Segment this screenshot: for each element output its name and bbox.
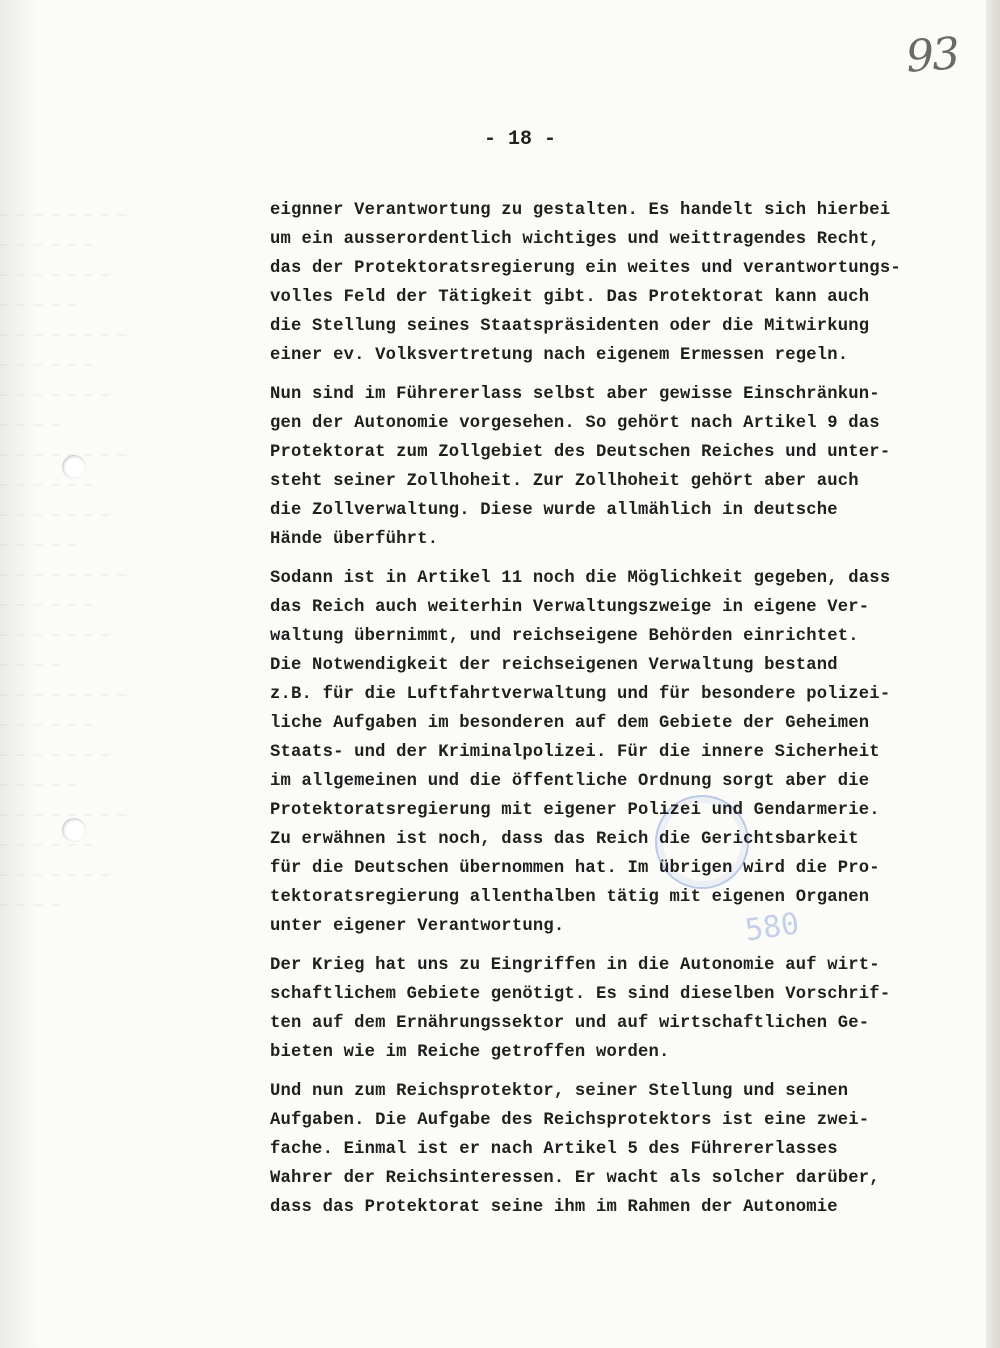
- text-line: gen der Autonomie vorgesehen. So gehört nach Artikel 9 das: [270, 414, 880, 433]
- text-line: Protektoratsregierung mit eigener Polizei und Gendarmerie.: [270, 801, 880, 820]
- text-line: für die Deutschen übernommen hat. Im übrigen wird die Pro-: [270, 859, 880, 878]
- text-line: Zu erwähnen ist noch, dass das Reich die Gerichtsbarkeit: [270, 830, 859, 849]
- text-line: z.B. für die Luftfahrtverwaltung und für besondere polizei-: [270, 685, 891, 704]
- text-line: eignner Verantwortung zu gestalten. Es handelt sich hierbei: [270, 201, 891, 220]
- text-line: volles Feld der Tätigkeit gibt. Das Protektorat kann auch: [270, 288, 870, 307]
- text-line: steht seiner Zollhoheit. Zur Zollhoheit gehört aber auch: [270, 472, 859, 491]
- text-line: unter eigener Verantwortung.: [270, 917, 565, 936]
- text-line: Wahrer der Reichsinteressen. Er wacht als solcher darüber,: [270, 1169, 880, 1188]
- text-line: die Stellung seines Staatspräsidenten oder die Mitwirkung: [270, 317, 870, 336]
- text-line: im allgemeinen und die öffentliche Ordnung sorgt aber die: [270, 772, 870, 791]
- text-line: Sodann ist in Artikel 11 noch die Möglichkeit gegeben, dass: [270, 569, 891, 588]
- text-line: schaftlichem Gebiete genötigt. Es sind dieselben Vorschrif-: [270, 985, 891, 1004]
- paragraph: [270, 1077, 980, 1222]
- stamp-digits: 580: [742, 906, 802, 949]
- typed-body-text: [270, 196, 980, 1232]
- text-line: einer ev. Volksvertretung nach eigenem Ermessen regeln.: [270, 346, 849, 365]
- text-line: Aufgaben. Die Aufgabe des Reichsprotektors ist eine zwei-: [270, 1111, 870, 1130]
- page-right-edge: [986, 0, 1000, 1348]
- bleed-through-text: — — — — — — — — — — — — — — — — — — — — — — — — — — — — — — — — — — — — — — — — — — — — — — — — — — — — — — — — — — — — — — — — — — — — — — — — — — — — — — — — — — — — — — — — — — — — — — — — — — — — — — — — — — — — — — — — — — — — — — — — — — — — — — — — — — — — — — — — — — — — — — — — — — — — — — — — —: [0, 207, 127, 913]
- text-line: bieten wie im Reiche getroffen worden.: [270, 1043, 670, 1062]
- handwritten-archive-number: 93: [904, 28, 960, 83]
- paragraph: [270, 564, 980, 941]
- text-line: Der Krieg hat uns zu Eingriffen in die Autonomie auf wirt-: [270, 956, 880, 975]
- text-line: tektoratsregierung allenthalben tätig mit eigenen Organen: [270, 888, 870, 907]
- paragraph: [270, 380, 980, 554]
- paragraph: [270, 951, 980, 1067]
- page-number: - 18 -: [483, 128, 556, 151]
- text-line: Die Notwendigkeit der reichseigenen Verwaltung bestand: [270, 656, 838, 675]
- text-line: Hände überführt.: [270, 530, 439, 549]
- text-line: die Zollverwaltung. Diese wurde allmählich in deutsche: [270, 501, 838, 520]
- text-line: liche Aufgaben im besonderen auf dem Gebiete der Geheimen: [270, 714, 870, 733]
- text-line: das der Protektoratsregierung ein weites und verantwortungs-: [270, 259, 901, 278]
- paragraph: [270, 196, 980, 370]
- text-line: dass das Protektorat seine ihm im Rahmen der Autonomie: [270, 1198, 838, 1217]
- text-line: Und nun zum Reichsprotektor, seiner Stellung und seinen: [270, 1082, 849, 1101]
- text-line: waltung übernimmt, und reichseigene Behörden einrichtet.: [270, 627, 859, 646]
- text-line: Nun sind im Führererlass selbst aber gewisse Einschränkun-: [270, 385, 880, 404]
- text-line: um ein ausserordentlich wichtiges und weittragendes Recht,: [270, 230, 880, 249]
- text-line: ten auf dem Ernährungssektor und auf wirtschaftlichen Ge-: [270, 1014, 870, 1033]
- text-line: Protektorat zum Zollgebiet des Deutschen Reiches und unter-: [270, 443, 891, 462]
- text-line: das Reich auch weiterhin Verwaltungszweige in eigene Ver-: [270, 598, 870, 617]
- text-line: Staats- und der Kriminalpolizei. Für die innere Sicherheit: [270, 743, 880, 762]
- text-line: fache. Einmal ist er nach Artikel 5 des Führererlasses: [270, 1140, 838, 1159]
